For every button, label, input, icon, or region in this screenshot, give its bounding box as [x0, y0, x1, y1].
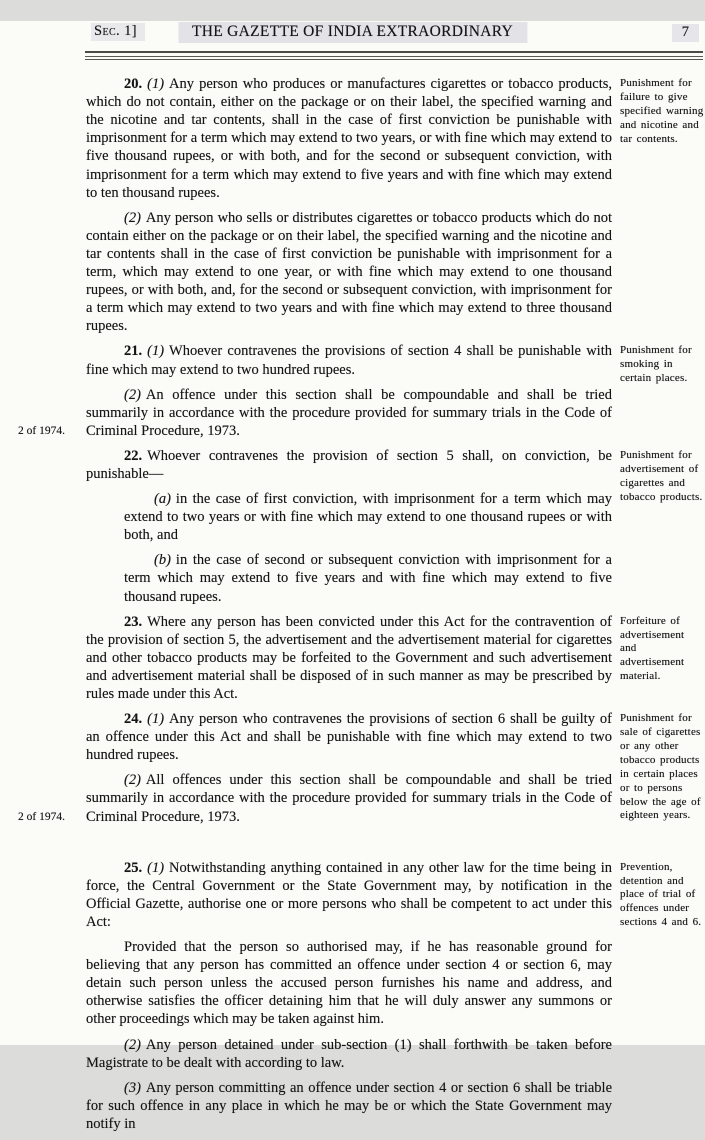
- left-margin-column: [0, 75, 86, 342]
- marginal-note: Forfeiture of advertisement and advertisement material.: [620, 614, 685, 683]
- main-text-column: [86, 342, 612, 446]
- right-margin-column: [612, 447, 705, 613]
- main-text-column: [86, 859, 612, 1140]
- subsection-number: (2): [124, 1036, 141, 1053]
- rule-top: [85, 51, 703, 57]
- section-paragraph: [86, 771, 612, 825]
- left-margin-column: [0, 859, 86, 1140]
- section-paragraph: [86, 613, 612, 703]
- left-margin-column: [0, 342, 86, 446]
- paragraph-text: Whoever contravenes the provision of section 5 shall, on conviction, be punishable—: [86, 447, 612, 482]
- page-title: THE GAZETTE OF INDIA EXTRAORDINARY: [178, 22, 527, 43]
- page-header: [0, 21, 705, 49]
- section-paragraph: [86, 710, 612, 764]
- marginal-note: Punishment for advertisement of cigarettes and tobacco products.: [620, 448, 703, 503]
- marginal-note: Punishment for smoking in certain places.: [620, 344, 692, 385]
- section-row: [0, 447, 705, 613]
- clause-paragraph: [124, 490, 612, 544]
- paragraph-text: in the case of first conviction, with imprisonment for a term which may extend to two years or with fine which may extend to one thousand rupees or with both, and: [124, 491, 612, 544]
- header-section-label: Sec. 1]: [91, 23, 145, 41]
- right-margin-column: [612, 613, 705, 710]
- section-number: 21.: [124, 343, 143, 360]
- section-paragraph: [86, 1036, 612, 1072]
- section-paragraph: [86, 75, 612, 202]
- subsection-number: (2): [124, 209, 141, 226]
- subsection-number: (3): [124, 1079, 141, 1096]
- section-paragraph: [86, 386, 612, 440]
- subsection-number: (2): [124, 772, 141, 789]
- marginal-note: Prevention, detention and place of trial of offences under sections 4 and 6.: [620, 860, 702, 929]
- marginal-note: Punishment for sale of cigarettes or any other tobacco products in certain places or to persons below the age of eighteen years.: [620, 712, 701, 822]
- paragraph-text: Any person who produces or manufactures cigarettes or tobacco products, which do not contain, either on the package or on their label, the specified warning and the nicotine and tar contents, shall in the case of first conviction be punishable with imprisonment for a term which may extend to two years, or with fine which may extend to five thousand rupees, or with both, and for the second or subsequent conviction, with imprisonment for a term which may extend to five years and with fine which may extend to ten thousand rupees.: [86, 76, 612, 201]
- paragraph-text: in the case of second or subsequent conviction with imprisonment for a term which may extend to five years and with fine which may extend to five thousand rupees.: [124, 552, 612, 605]
- section-number: 25.: [124, 859, 143, 876]
- paragraph-text: Any person detained under sub-section (1) shall forthwith be taken before Magistrate to be dealt with according to law.: [86, 1036, 612, 1071]
- main-text-column: [86, 710, 612, 833]
- subsection-number: (a): [154, 491, 171, 508]
- section-number: 23.: [124, 613, 143, 630]
- section-paragraph: [86, 447, 612, 483]
- right-margin-column: [612, 75, 705, 342]
- right-margin-column: [612, 342, 705, 446]
- subsection-number: (1): [147, 76, 165, 93]
- paragraph-text: Any person who contravenes the provisions of section 6 shall be guilty of an offence under this Act and shall be punishable with fine which may extend to two hundred rupees.: [86, 711, 612, 764]
- section-row: [0, 710, 705, 833]
- page-number: 7: [672, 24, 699, 42]
- subsection-number: (1): [147, 343, 165, 360]
- clause-paragraph: [124, 551, 612, 605]
- section-paragraph: [86, 209, 612, 336]
- subsection-number: (2): [124, 386, 141, 403]
- paragraph-text: Whoever contravenes the provisions of section 4 shall be punishable with fine which may extend to two hundred rupees.: [86, 343, 612, 378]
- document-body: [0, 60, 705, 1140]
- main-text-column: [86, 447, 612, 613]
- paragraph-text: Any person committing an offence under section 4 or section 6 shall be triable for such offence in any place in which he may be or which the State Government may notify in: [86, 1079, 612, 1132]
- act-reference-note: 2 of 1974.: [18, 810, 65, 823]
- act-reference-note: 2 of 1974.: [18, 424, 65, 437]
- subsection-number: (b): [154, 552, 171, 569]
- section-row: [0, 613, 705, 710]
- gazette-page: [0, 21, 705, 1132]
- paragraph-text: All offences under this section shall be compoundable and shall be tried summarily in accordance with the procedure provided for summary trials in the Code of Criminal Procedure, 1973.: [86, 772, 612, 825]
- paragraph-text: Any person who sells or distributes cigarettes or tobacco products which do not contain either on the package or on their label, the specified warning and the nicotine and tar contents shall in the case of first conviction be punishable with imprisonment for a term, which may extend to one year, or with fine which may extend to one thousand rupees, or with both, and, for the second or subsequent conviction, with imprisonment for a term which may extend to two years and with fine which may extend to three thousand rupees.: [86, 209, 612, 335]
- main-text-column: [86, 75, 612, 342]
- section-row: [0, 342, 705, 446]
- paragraph-text: An offence under this section shall be compoundable and shall be tried summarily in accordance with the procedure provided for summary trials in the Code of Criminal Procedure, 1973.: [86, 386, 612, 439]
- paragraph-text: Where any person has been convicted under this Act for the contravention of the provision of section 5, the advertisement and the advertisement material for cigarettes and other tobacco products may be forfeited to the Government and such advertisement and advertisement material shall be disposed of in such manner as may be prescribed by rules made under this Act.: [86, 613, 612, 702]
- section-paragraph: [86, 938, 612, 1028]
- left-margin-column: [0, 447, 86, 613]
- section-number: 24.: [124, 711, 143, 728]
- marginal-note: Punishment for failure to give specified warning and nicotine and tar contents.: [620, 77, 704, 145]
- header-double-rule: [85, 51, 703, 60]
- section-row: [0, 859, 705, 1140]
- section-paragraph: [86, 1079, 612, 1133]
- section-paragraph: [86, 859, 612, 931]
- section-number: 22.: [124, 447, 143, 464]
- left-margin-column: [0, 613, 86, 710]
- section-row: [0, 75, 705, 342]
- section-paragraph: [86, 342, 612, 378]
- paragraph-text: Provided that the person so authorised may, if he has reasonable ground for believing that any person has committed an offence under section 4 or section 6, may detain such person unless the accused person furnishes his name and address, and otherwise satisfies the officer detaining him that he will duly answer any summons or other proceedings which may be taken against him.: [86, 939, 612, 1028]
- right-margin-column: [612, 859, 705, 1140]
- main-text-column: [86, 613, 612, 710]
- right-margin-column: [612, 710, 705, 833]
- section-number: 20.: [124, 76, 143, 93]
- paragraph-text: Notwithstanding anything contained in any other law for the time being in force, the Central Government or the State Government may, by notification in the Official Gazette, authorise one or more persons who shall be competent to act under this Act:: [86, 859, 612, 930]
- subsection-number: (1): [147, 859, 165, 876]
- left-margin-column: [0, 710, 86, 833]
- subsection-number: (1): [147, 711, 165, 728]
